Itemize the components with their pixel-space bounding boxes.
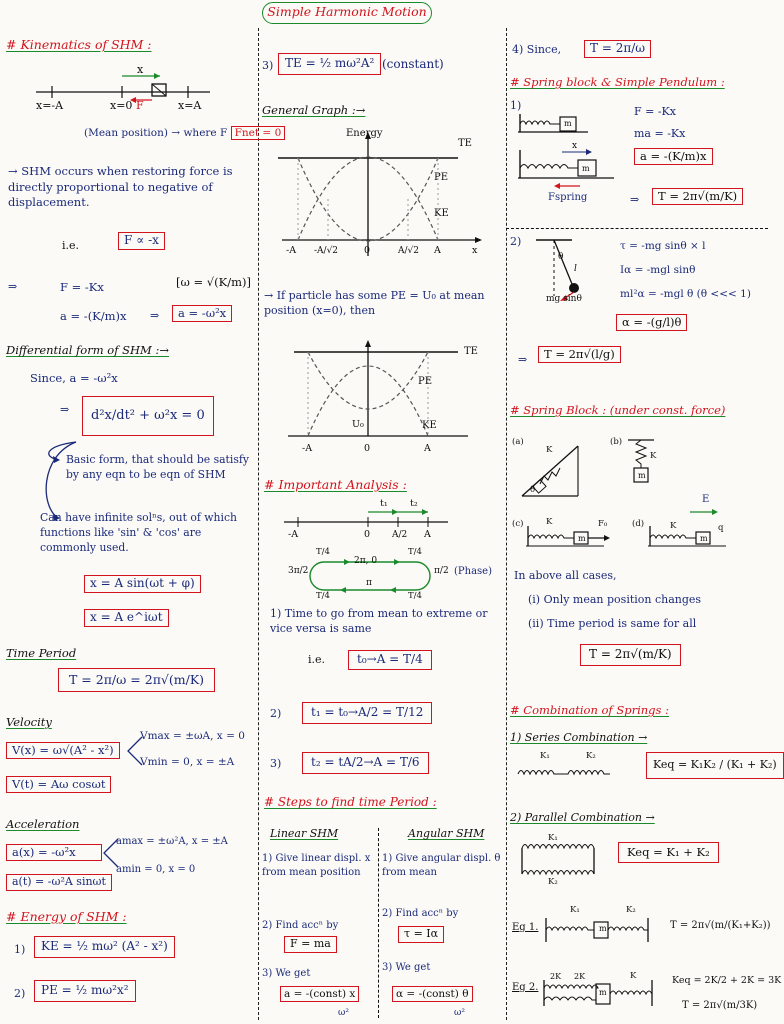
basic-form-note: Basic form, that should be satisfy by any eqn to be eqn of SHM (66, 453, 249, 482)
graph1-tick-a-root2: A/√2 (398, 246, 419, 256)
column-right (506, 0, 782, 1024)
angular-step-3-omega: ω² (454, 1008, 465, 1018)
since-line: 4) Since, (512, 43, 562, 56)
spring-arrow: ⇒ (630, 193, 640, 206)
case-b-m: m (638, 471, 646, 480)
velocity-min: Vmin = 0, x = ±A (140, 756, 235, 768)
pendulum-i-alpha: Iα = -mgl sinθ (620, 264, 696, 276)
example-2-label: Eg 2. (512, 982, 539, 993)
angular-shm-heading: Angular SHM (408, 827, 485, 840)
series-keq-box: Keq = K₁K₂ / (K₁ + K₂) (646, 752, 784, 779)
acceleration-min: amin = 0, x = 0 (116, 864, 196, 875)
series-k1: K₁ (540, 751, 550, 761)
potential-energy-box: PE = ½ mω²x² (34, 980, 136, 1002)
spring-accel-box: a = -(K/m)x (634, 148, 713, 165)
case-d-k: K (670, 521, 677, 531)
combination-heading: # Combination of Springs : (510, 703, 669, 717)
case-d-label: (d) (632, 519, 645, 529)
case-b-k: K (650, 451, 657, 461)
line-neg-a: -A (288, 529, 299, 540)
series-spring-diagram (516, 760, 626, 784)
velocity-x-box: V(x) = ω√(A² - x²) (6, 742, 120, 759)
observation-1: (i) Only mean position changes (528, 593, 702, 606)
angular-step-3-box: α = -(const) θ (392, 986, 473, 1002)
axis-label-x: x (137, 63, 144, 76)
linear-step-1: 1) Give linear displ. x from mean position (262, 853, 371, 878)
t1-label: t₁ (380, 498, 388, 509)
total-energy-box: TE = ½ mω²A² (278, 53, 381, 75)
parallel-k2: K₂ (548, 877, 558, 887)
arrow-2: ⇒ (150, 309, 160, 322)
section-divider-pendulum (506, 228, 768, 229)
graph1-tick-neg-a-root2: -A/√2 (314, 246, 339, 256)
fact-1-text: 1) Time to go from mean to extreme or vice versa is same (270, 607, 488, 636)
example-2-2k-b: 2K (574, 972, 586, 981)
graph1-pe-label: PE (434, 172, 449, 183)
fact-1-box: t₀→A = T/4 (348, 650, 432, 670)
graph2-pe-label: PE (418, 376, 433, 387)
case-c-k: K (546, 517, 553, 527)
pendulum-arrow: ⇒ (518, 353, 528, 366)
angular-step-2: 2) Find accⁿ by (382, 908, 459, 919)
acceleration-heading: Acceleration (6, 817, 80, 831)
case-a-k: K (546, 445, 553, 455)
fnet-zero-box: Fnet = 0 (231, 126, 286, 140)
since-period-box: T = 2π/ω (584, 40, 651, 58)
arrow-3: ⇒ (60, 403, 70, 416)
infinite-solutions-note: Can have infinite solⁿs, out of which functions like 'sin' & 'cos' are commonly used. (40, 511, 237, 555)
example-1-k2: K₂ (626, 905, 636, 915)
constant-force-period-box: T = 2π√(m/K) (580, 644, 681, 666)
example-1-period: T = 2π√(m/(K₁+K₂)) (670, 920, 771, 931)
example-2-m: m (599, 988, 607, 997)
kinetic-energy-box: KE = ½ mω² (A² - x²) (34, 936, 175, 958)
example-1-label: Eg 1. (512, 922, 539, 933)
const-force-heading: # Spring Block : (under const. force) (510, 403, 726, 417)
angular-step-3: 3) We get (382, 962, 431, 973)
spring-period-box: T = 2π√(m/K) (652, 188, 743, 205)
general-graph-heading: General Graph :→ (262, 103, 366, 117)
column-left (0, 0, 282, 1024)
graph1-ke-label: KE (434, 208, 449, 219)
parallel-k1: K₁ (548, 833, 558, 843)
angular-step-1: 1) Give angular displ. θ from mean (382, 853, 501, 878)
solution-exponential-box: x = A e^iωt (84, 609, 169, 627)
parallel-spring-diagram (518, 833, 608, 886)
phase-bottom-right: T/4 (408, 591, 422, 601)
graph1-tick-zero: 0 (364, 245, 371, 256)
graph2-tick-neg-a: -A (302, 443, 313, 454)
omega-definition: [ω = √(K/m)] (176, 275, 251, 289)
fact-3-box: t₂ = tA/2→A = T/6 (302, 752, 429, 774)
case-a-incline-diagram (516, 438, 596, 502)
kinematics-heading: # Kinematics of SHM : (6, 37, 152, 52)
arrow-1: ⇒ (8, 280, 18, 293)
graph2-tick-a: A (424, 443, 431, 454)
time-period-box: T = 2π/ω = 2π√(m/K) (58, 668, 215, 692)
phase-bottom-left: T/4 (316, 591, 330, 601)
pendulum-small-angle: ml²α = -mgl θ (θ <<< 1) (620, 288, 751, 300)
linear-step-3-omega: ω² (338, 1008, 349, 1018)
acceleration-box: a = -ω²x (172, 305, 232, 322)
time-period-heading: Time Period (6, 646, 77, 660)
energy-heading: # Energy of SHM : (6, 909, 127, 924)
graph1-tick-x: x (472, 245, 478, 256)
phase-top-mid: 2π, 0 (354, 556, 378, 566)
important-analysis-heading: # Important Analysis : (264, 477, 407, 492)
example-2-period: T = 2π√(m/3K) (682, 1000, 758, 1011)
ke-number: 1) (14, 943, 26, 956)
axis-label-zero: x=0 (110, 99, 133, 112)
case-a-label: (a) (512, 437, 524, 447)
pendulum-period-box: T = 2π√(l/g) (538, 346, 621, 363)
velocity-t-box: V(t) = Aω cosωt (6, 776, 111, 793)
observation-2: (ii) Time period is same for all (528, 617, 697, 630)
differential-equation-box: d²x/dt² + ω²x = 0 (82, 396, 214, 436)
case-c-force-diagram (524, 519, 624, 552)
force-proportional-box: F ∝ -x (118, 232, 165, 250)
series-heading: 1) Series Combination → (510, 731, 648, 744)
fact-3-number: 3) (270, 757, 282, 770)
graph2-ke-label: KE (422, 420, 437, 431)
linear-shm-heading: Linear SHM (270, 827, 339, 840)
steps-heading: # Steps to find time Period : (264, 795, 437, 809)
te-constant-note: (constant) (382, 57, 444, 71)
parallel-keq-box: Keq = K₁ + K₂ (618, 842, 719, 863)
linear-step-3: 3) We get (262, 968, 311, 979)
velocity-heading: Velocity (6, 715, 52, 729)
ie-label: i.e. (62, 239, 80, 252)
graph1-energy-label: Energy (346, 128, 383, 139)
pendulum-force-label: mg sinθ (546, 294, 582, 304)
solution-sine-box: x = A sin(ωt + φ) (84, 575, 201, 593)
series-k2: K₂ (586, 751, 596, 761)
graph2-te-label: TE (464, 346, 478, 357)
spring-block-x: x (572, 141, 578, 151)
example-2-2k-a: 2K (550, 972, 562, 981)
spring-newton-equation: ma = -Kx (634, 127, 686, 140)
parallel-heading: 2) Parallel Combination → (510, 811, 655, 824)
page-title: Simple Harmonic Motion (262, 2, 432, 24)
pendulum-theta: θ (558, 252, 564, 262)
case-c-f0: F₀ (598, 519, 608, 529)
acceleration-max: amax = ±ω²A, x = ±A (116, 836, 228, 847)
spring-block-diagram-top (516, 112, 596, 134)
graph2-u0-label: U₀ (352, 419, 364, 430)
differential-form-heading: Differential form of SHM :→ (6, 343, 169, 357)
case-d-field-diagram (646, 498, 756, 552)
line-half-a: A/2 (392, 530, 408, 540)
line-a: A (424, 529, 431, 540)
all-cases-line: In above all cases, (514, 569, 617, 582)
spring-block-mass-top: m (564, 119, 572, 128)
linear-step-2: 2) Find accⁿ by (262, 920, 339, 931)
case-c-m: m (578, 534, 586, 543)
pendulum-torque: τ = -mg sinθ × l (620, 240, 706, 252)
graph1-tick-neg-a: -A (286, 245, 297, 256)
steps-divider (378, 828, 379, 1018)
case-a-theta: θ (530, 485, 536, 495)
mean-position-note: (Mean position) → where F Fnet = 0 (84, 127, 285, 139)
spring-block-mass-bottom: m (582, 164, 590, 173)
column-middle (258, 0, 506, 1024)
phase-right: π/2 (434, 566, 449, 576)
acceleration-equation: a = -(K/m)x (60, 309, 127, 323)
line-zero: 0 (364, 529, 371, 540)
axis-label-neg-a: x=-A (36, 99, 64, 112)
spring-force-equation: F = -Kx (634, 105, 676, 118)
case-b-label: (b) (610, 437, 623, 447)
pendulum-number: 2) (510, 235, 522, 248)
spring-pendulum-heading: # Spring block & Simple Pendulum : (510, 75, 725, 89)
t2-label: t₂ (410, 498, 418, 509)
linear-step-2-box: F = ma (284, 936, 337, 953)
graph2-tick-zero: 0 (364, 443, 371, 454)
case-d-m: m (700, 534, 708, 543)
phase-top-right: T/4 (408, 547, 422, 557)
phase-top-left: T/4 (316, 547, 330, 557)
pe-number: 2) (14, 987, 26, 1000)
example-2-keq: Keq = 2K/2 + 2K = 3K (672, 975, 782, 986)
te-number: 3) (262, 59, 274, 72)
acceleration-t-box: a(t) = -ω²A sinωt (6, 874, 112, 891)
pe-offset-note: → If particle has some PE = U₀ at mean position (x=0), then (264, 289, 485, 318)
phase-left: 3π/2 (288, 566, 309, 576)
fact-1-ie: i.e. (308, 653, 326, 666)
fact-2-box: t₁ = t₀→A/2 = T/12 (302, 702, 432, 724)
pendulum-length: l (574, 264, 577, 274)
example-1-k1: K₁ (570, 905, 580, 915)
graph1-te-label: TE (458, 138, 472, 149)
example-1-m: m (599, 924, 607, 933)
axis-label-f: F (136, 99, 144, 112)
case-d-q: q (718, 523, 724, 533)
acceleration-x-box: a(x) = -ω²x (6, 844, 102, 861)
fact-2-number: 2) (270, 707, 282, 720)
phase-bottom-mid: π (366, 578, 372, 588)
force-equation: F = -Kx (60, 280, 104, 294)
axis-label-a: x=A (178, 99, 202, 112)
angular-step-2-box: τ = Iα (398, 926, 444, 943)
case-c-label: (c) (512, 519, 524, 529)
spring-block-number: 1) (510, 99, 522, 112)
since-line: Since, a = -ω²x (30, 371, 118, 385)
velocity-max: Vmax = ±ωA, x = 0 (140, 730, 245, 742)
case-b-vertical-diagram (624, 436, 664, 488)
linear-step-3-box: a = -(const) x (280, 986, 359, 1002)
pendulum-alpha-box: α = -(g/l)θ (616, 314, 687, 331)
phase-label: (Phase) (454, 566, 492, 577)
example-2-k: K (630, 971, 637, 981)
shm-condition-text: → SHM occurs when restoring force is directly proportional to negative of displacement. (8, 164, 233, 210)
case-d-e: E (702, 494, 710, 505)
spring-force-label: Fspring (548, 192, 588, 203)
graph1-tick-a: A (434, 245, 441, 256)
